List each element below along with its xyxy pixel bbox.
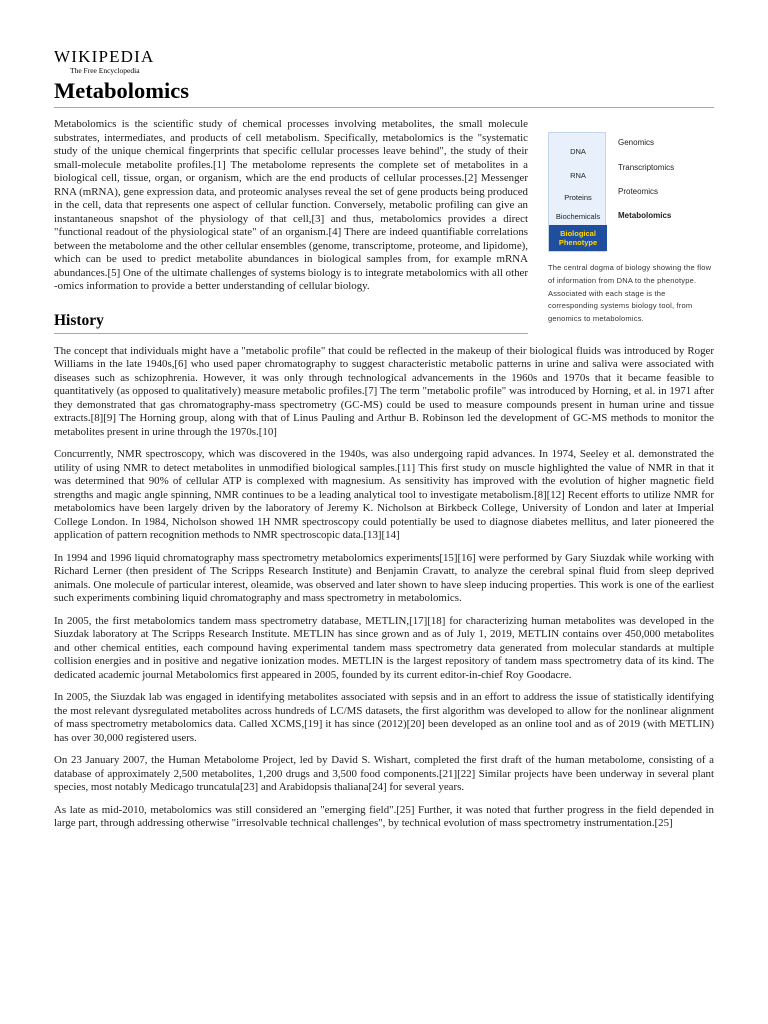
dogma-phenotype: Biological Phenotype bbox=[549, 225, 607, 251]
dogma-proteins: Proteins bbox=[564, 193, 592, 202]
dogma-rna: RNA bbox=[570, 171, 586, 180]
history-paragraph-5: In 2005, the Siuzdak lab was engaged in identifying metabolites associated with sepsis and in an effort to address the issue of statistically identifying the most relevant dysregulated metabolites across hundreds of LC/MS datasets, the first algorithm was developed to allow for the nonlinear alignment of mass spectrometry metabolomics data. Called XCMS,[19] it has since (2012)[20] been developed as an online tool and as of 2019 (with METLIN) has over 30,000 registered users. bbox=[54, 691, 714, 744]
page-title: Metabolomics bbox=[54, 78, 714, 108]
dogma-biochemicals: Biochemicals bbox=[555, 212, 601, 221]
history-paragraph-6: On 23 January 2007, the Human Metabolome Project, led by David S. Wishart, completed the first draft of the human metabolome, consisting of a database of approximately 2,500 metabolites, 1,200 drugs and 3,500 food components.[21][22] Similar projects have been underway in several plant species, most notably Medicago truncatula[23] and Arabidopsis thaliana[24] for several years. bbox=[54, 754, 714, 793]
history-heading: History bbox=[54, 312, 528, 334]
history-paragraph-1: The concept that individuals might have a "metabolic profile" that could be reflected in the makeup of their biological fluids was introduced by Roger Williams in the late 1940s,[6] who used paper chromatography to suggest characteristic metabolic patterns in urine and saliva were associated with diseases such as schizophrenia. However, it was only through technological advancements in the 1960s and 1970s that it became feasible to quantitatively (as opposed to qualitatively) measure metabolic profiles.[7] The term "metabolic profile" was introduced by Horning, et al. in 1971 after they demonstrated that gas chromatography-mass spectrometry (GC-MS) could be used to measure compounds present in human urine and tissue extracts.[8][9] The Horning group, along with that of Linus Pauling and Arthur B. Robinson led the development of GC-MS methods to monitor the metabolites present in urine through the 1970s.[10] bbox=[54, 344, 714, 438]
history-paragraph-2: Concurrently, NMR spectroscopy, which was discovered in the 1940s, was also undergoing rapid advances. In 1974, Seeley et al. demonstrated the utility of using NMR to detect metabolites in unmodified biological samples.[11] This first study on muscle highlighted the value of NMR in that it was determined that 90% of cellular ATP is complexed with magnesium. As sensitivity has improved with the evolution of higher magnetic field strengths and magic angle spinning, NMR continues to be a leading analytical tool to investigate metabolism.[8][12] Recent efforts to utilize NMR for metabolomics have been largely driven by the laboratory of Jeremy K. Nicholson at Birkbeck College, University of London and later at Imperial College London. In 1984, Nicholson showed 1H NMR spectroscopy could potentially be used to diagnose diabetes mellitus, and later pioneered the application of pattern recognition methods to NMR spectroscopic data.[13][14] bbox=[54, 448, 714, 541]
history-paragraph-3: In 1994 and 1996 liquid chromatography mass spectrometry metabolomics experiments[15][16] were performed by Gary Siuzdak while working with Richard Lerner (then president of The Scripps Research Institute) and Benjamin Cravatt, to analyze the cerebral spinal fluid from sleep deprived animals. One molecule of particular interest, oleamide, was observed and later shown to have sleep inducing properties. This work is one of the earliest such experiments combining liquid chromatography and mass spectrometry in metabolomics. bbox=[54, 551, 714, 604]
history-paragraph-7: As late as mid-2010, metabolomics was still considered an "emerging field".[25] Further, it was noted that further progress in the field depended in large part, through addressing otherwise "irresolvable technical challenges", by technical evolution of mass spectrometry instrumentation.[25] bbox=[54, 803, 714, 829]
wikipedia-logo[interactable] bbox=[54, 48, 714, 78]
figure-caption: The central dogma of biology showing the flow of information from DNA to the phenotype. Associated with each stage is the corresponding systems biology tool, from genomics to metabolomics. bbox=[548, 263, 712, 324]
logo-wordmark: WIKIPEDIA bbox=[54, 47, 155, 66]
dogma-transcriptomics: Transcriptomics bbox=[618, 163, 675, 172]
history-paragraph-4: In 2005, the first metabolomics tandem mass spectrometry database, METLIN,[17][18] for characterizing human metabolites was developed in the Siuzdak laboratory at The Scripps Research Institute. METLIN has since grown and as of July 1, 2019, METLIN contains over 450,000 metabolites and other chemical entities, each compound having experimental tandem mass spectrometry data generated from molecular standards at multiple collision energies and in positive and negative ionization modes. METLIN is the largest repository of tandem mass spectrometry data of its kind. The dedicated academic journal Metabolomics first appeared in 2005, founded by its current editor-in-chief Roy Goodacre. bbox=[54, 614, 714, 681]
lead-text bbox=[54, 118, 528, 294]
dogma-genomics: Genomics bbox=[618, 138, 655, 147]
logo-tagline: The Free Encyclopedia bbox=[70, 66, 140, 75]
lead-paragraph: Metabolomics is the scientific study of chemical processes involving metabolites, the small molecule substrates, intermediates, and products of cell metabolism. Specifically, metabolomics is the "systematic study of the unique chemical fingerprints that specific cellular processes leave behind", the study of their small-molecule metabolite profiles.[1] The metabolome represents the complete set of metabolites in a biological cell, tissue, organ, or organism, which are the end products of cellular processes.[2] Messenger RNA (mRNA), gene expression data, and proteomic analyses reveal the set of gene products being produced in the cell, data that represents one aspect of cellular function. Conversely, metabolic profiling can give an instantaneous snapshot of the physiology of that cell,[3] and thus, metabolomics provides a direct "functional readout of the physiological state" of an organism.[4] There are indeed quantifiable correlations between the metabolome and the other cellular ensembles (genome, transcriptome, proteome, and lipidome), which can be used to predict metabolite abundances in biological samples from, for example mRNA abundances.[5] One of the ultimate challenges of systems biology is to integrate metabolomics with all other -omics information to provide a better understanding of cellular biology. bbox=[54, 118, 528, 292]
history-section bbox=[54, 345, 714, 831]
dogma-column bbox=[548, 132, 606, 252]
infobox-figure bbox=[548, 132, 714, 326]
dogma-metabolomics: Metabolomics bbox=[618, 211, 672, 220]
dogma-dna: DNA bbox=[570, 147, 586, 156]
dogma-proteomics: Proteomics bbox=[618, 187, 659, 196]
central-dogma-diagram[interactable] bbox=[548, 132, 700, 252]
